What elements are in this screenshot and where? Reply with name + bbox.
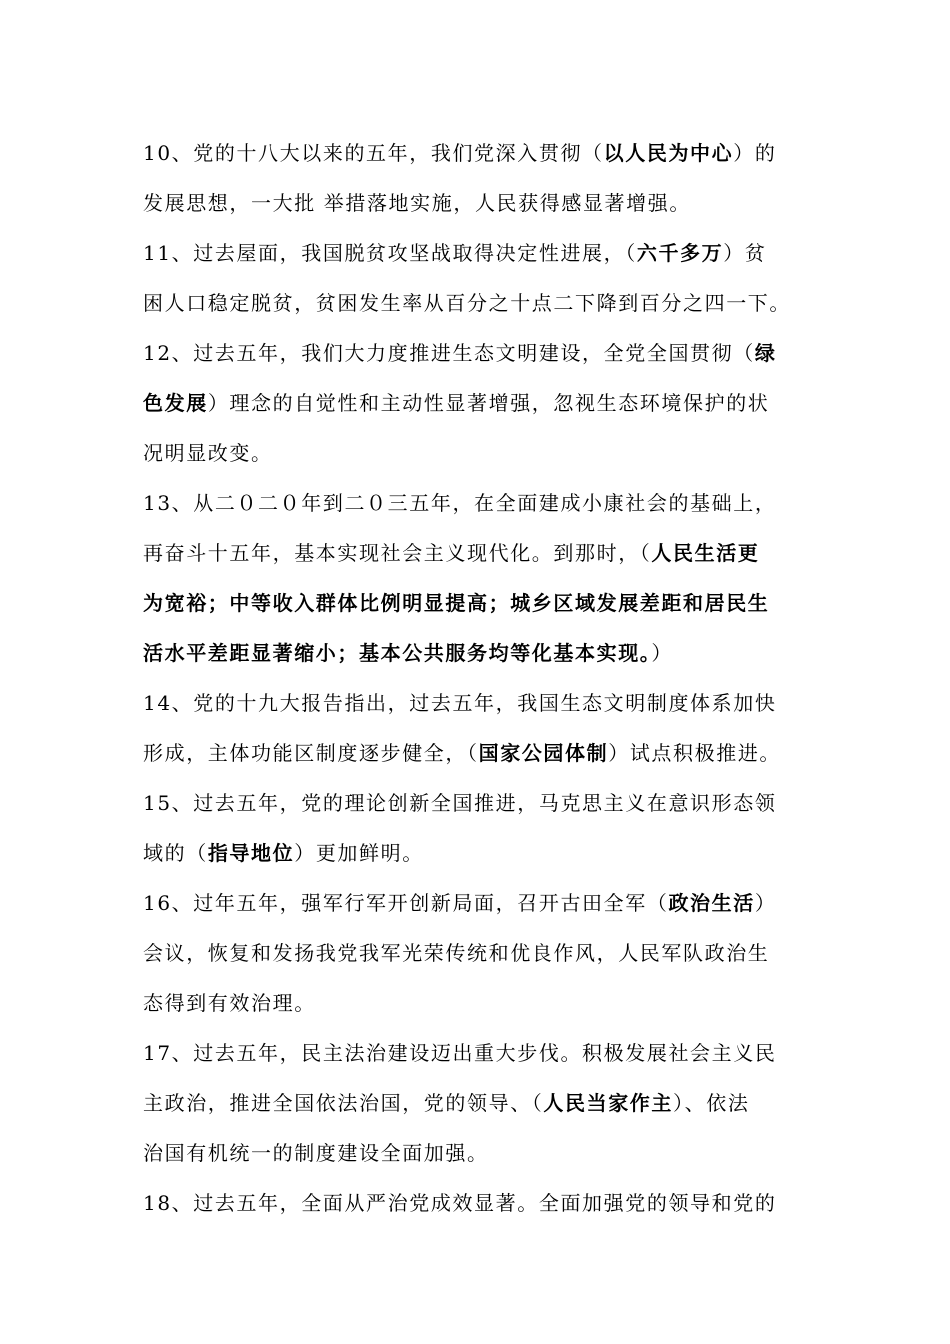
question-text: 主政治，推进全国依法治国，党的领导、（: [143, 1091, 544, 1115]
question-item-10: [143, 128, 950, 228]
text-line: [143, 578, 823, 628]
answer-text: 人民当家作主: [543, 1091, 674, 1115]
answer-text: 为宽裕；中等收入群体比例明显提高；城乡区域发展差距和居民生: [143, 591, 770, 615]
question-text: 况明显改变。: [143, 441, 273, 465]
text-line: [143, 928, 823, 978]
text-line: [143, 778, 823, 828]
question-text: ）试点积极推进。: [608, 741, 782, 765]
question-text: ）更加鲜明。: [294, 841, 424, 865]
answer-text: 国家公园体制: [478, 741, 609, 765]
answer-text: 政治生活: [668, 891, 755, 915]
text-line: [143, 278, 823, 328]
text-line: [143, 1078, 823, 1128]
question-item-15: [143, 778, 950, 878]
question-text: 再奋斗十五年，基本实现社会主义现代化。到那时，（: [143, 541, 652, 565]
question-text: ）贫: [723, 241, 767, 265]
answer-text: 色发展: [143, 391, 208, 415]
question-list: [143, 128, 950, 1228]
text-line: [143, 728, 823, 778]
question-text: 困人口稳定脱贫，贫困发生率从百分之十点二下降到百分之四一下。: [143, 291, 791, 315]
question-text: 15、过去五年，党的理论创新全国推进，马克思主义在意识形态领: [143, 791, 777, 815]
question-text: 10、党的十八大以来的五年，我们党深入贯彻（: [143, 141, 604, 165]
text-line: [143, 478, 823, 528]
question-item-17: [143, 1028, 950, 1178]
question-text: 会议，恢复和发扬我党我军光荣传统和优良作风，人民军队政治生: [143, 941, 770, 965]
question-text: 11、过去屋面，我国脱贫攻坚战取得决定性进展，（: [143, 241, 637, 265]
question-item-13: [143, 478, 950, 678]
question-text: 18、过去五年，全面从严治党成效显著。全面加强党的领导和党的: [143, 1191, 777, 1215]
answer-text: 六千多万: [636, 241, 724, 265]
question-text: 13、从二０二０年到二０三五年，在全面建成小康社会的基础上，: [143, 491, 777, 515]
question-text: 14、党的十九大报告指出，过去五年，我国生态文明制度体系加快: [143, 691, 777, 715]
text-line: [143, 178, 823, 228]
question-text: 治国有机统一的制度建设全面加强。: [143, 1141, 489, 1165]
question-text: 态得到有效治理。: [143, 991, 316, 1015]
question-text: 域的（: [143, 841, 208, 865]
question-text: 17、过去五年，民主法治建设迈出重大步伐。积极发展社会主义民: [143, 1041, 777, 1065]
answer-text: 以人民为中心: [603, 141, 734, 165]
text-line: [143, 1128, 823, 1178]
question-item-14: [143, 678, 950, 778]
question-text: 形成，主体功能区制度逐步健全，（: [143, 741, 479, 765]
question-text: ）理念的自觉性和主动性显著增强，忽视生态环境保护的状: [207, 391, 770, 415]
question-text: ）: [754, 891, 777, 915]
question-item-11: [143, 228, 950, 328]
text-line: [143, 378, 823, 428]
question-text: ）的: [733, 141, 777, 165]
question-text: 12、过去五年，我们大力度推进生态文明建设，全党全国贯彻（: [143, 341, 755, 365]
question-text: 发展思想，一大批 举措落地实施，人民获得感显著增强。: [143, 191, 691, 215]
text-line: [143, 1028, 823, 1078]
question-item-18: [143, 1178, 950, 1228]
question-item-16: [143, 878, 950, 1028]
answer-text: 人民生活更: [651, 541, 760, 565]
text-line: [143, 828, 823, 878]
question-text: ）、依法: [673, 1091, 750, 1115]
text-line: [143, 1178, 823, 1228]
text-line: [143, 528, 823, 578]
text-line: [143, 878, 823, 928]
text-line: [143, 978, 823, 1028]
question-item-12: [143, 328, 950, 478]
text-line: [143, 628, 823, 678]
question-text: ）: [651, 641, 674, 665]
text-line: [143, 328, 823, 378]
question-text: 16、过年五年，强军行军开创新局面，召开古田全军（: [143, 891, 669, 915]
text-line: [143, 678, 823, 728]
answer-text: 指导地位: [207, 841, 295, 865]
text-line: [143, 128, 823, 178]
text-line: [143, 428, 823, 478]
text-line: [143, 228, 823, 278]
answer-text: 绿: [754, 341, 777, 365]
answer-text: 活水平差距显著缩小；基本公共服务均等化基本实现。: [143, 641, 652, 665]
